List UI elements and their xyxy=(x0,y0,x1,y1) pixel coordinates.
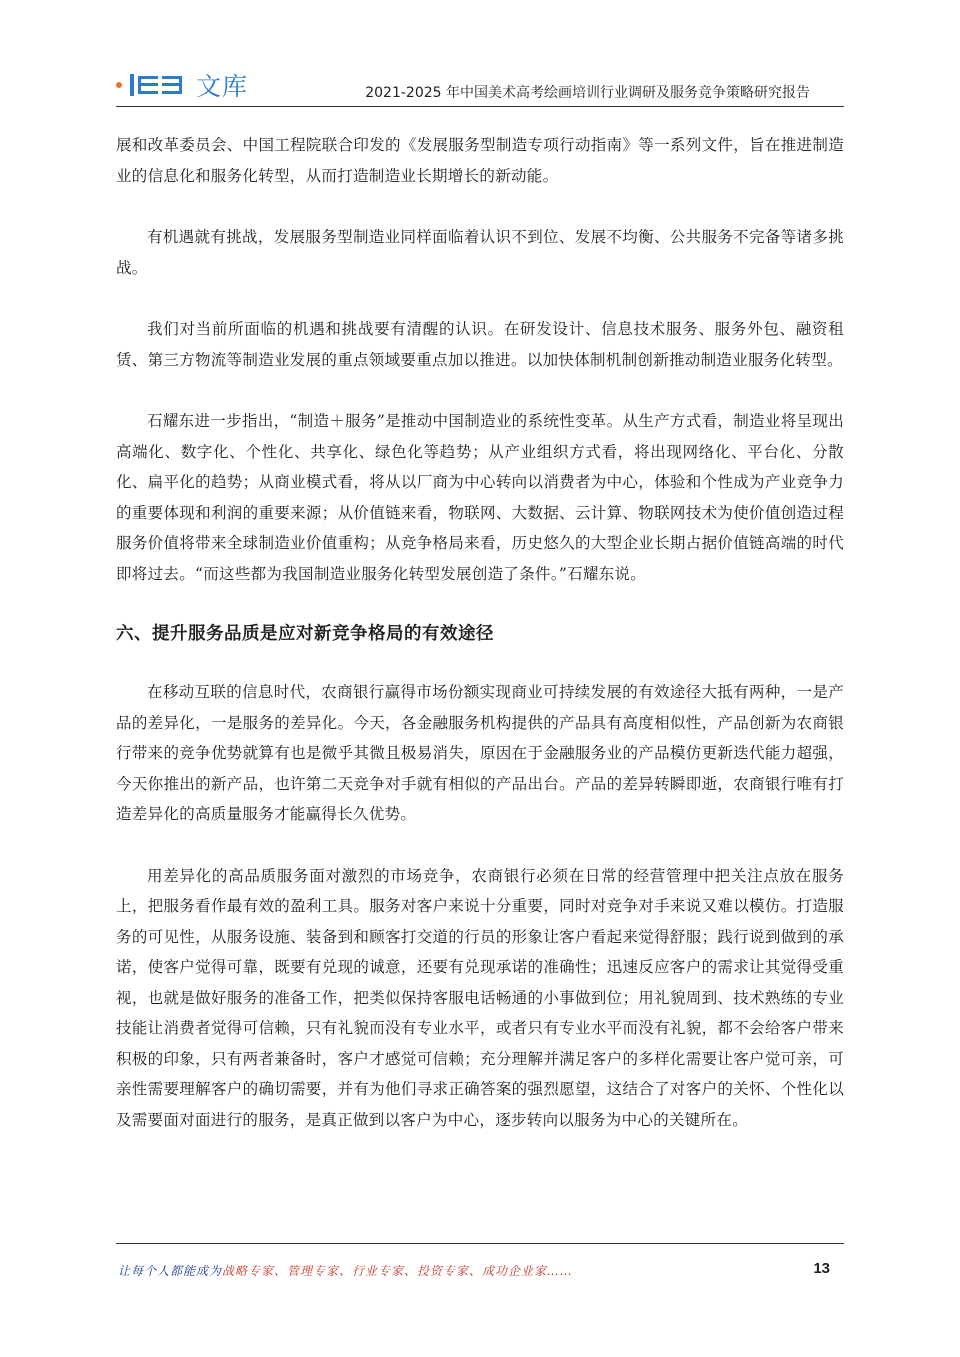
paragraph: 我们对当前所面临的机遇和挑战要有清醒的认识。在研发设计、信息技术服务、服务外包、融资租赁、第三方物流等制造业发展的重点领域要重点加以推进。以加快体制机制创新推动制造业服务化转型。 xyxy=(116,320,844,369)
logo-mark-icon xyxy=(128,73,186,97)
footer-slogan xyxy=(118,1262,573,1279)
page-header xyxy=(116,66,844,107)
slogan-highlight: 战略专家、管理专家、行业专家、投资专家、成功企业家…… xyxy=(222,1264,574,1278)
paragraph: 有机遇就有挑战，发展服务型制造业同样面临着认识不到位、发展不均衡、公共服务不完备等诸多挑战。 xyxy=(116,228,844,277)
page-footer xyxy=(116,1243,844,1288)
paragraph: 展和改革委员会、中国工程院联合印发的《发展服务型制造专项行动指南》等一系列文件，旨在推进制造业的信息化和服务化转型，从而打造制造业长期增长的新动能。 xyxy=(116,136,844,185)
document-body xyxy=(116,130,844,1166)
slogan-prefix: 让每个人都能成为 xyxy=(118,1264,223,1278)
section-heading: 六、提升服务品质是应对新竞争格局的有效途径 xyxy=(116,624,494,644)
page-number: 13 xyxy=(813,1260,830,1277)
logo-dot xyxy=(116,82,122,88)
paragraph: 在移动互联的信息时代，农商银行赢得市场份额实现商业可持续发展的有效途径大抵有两种，一是产品的差异化，一是服务的差异化。今天，各金融服务机构提供的产品具有高度相似性，产品创新为农商银行带来的竞争优势就算有也是微乎其微且极易消失，原因在于金融服务业的产品模仿更新迭代能力超强，今天你推出的新产品，也许第二天竞争对手就有相似的产品出台。产品的差异转瞬即逝，农商银行唯有打造差异化的高质量服务才能赢得长久优势。 xyxy=(116,683,844,823)
logo-text: 文库 xyxy=(196,72,249,101)
paragraph: 用差异化的高品质服务面对激烈的市场竞争，农商银行必须在日常的经营管理中把关注点放在服务上，把服务看作最有效的盈利工具。服务对客户来说十分重要，同时对竞争对手来说又难以模仿。打造服务的可见性，从服务设施、装备到和顾客打交道的行员的形象让客户看起来觉得舒服；践行说到做到的承诺，使客户觉得可靠，既要有兑现的诚意，还要有兑现承诺的准确性；迅速反应客户的需求让其觉得受重视，也就是做好服务的准备工作，把类似保持客服电话畅通的小事做到位；用礼貌周到、技术熟练的专业技能让消费者觉得可信赖，只有礼貌而没有专业水平，或者只有专业水平而没有礼貌，都不会给客户带来积极的印象，只有两者兼备时，客户才感觉可信赖；充分理解并满足客户的多样化需要让客户觉可亲，可亲性需要理解客户的确切需要，并有为他们寻求正确答案的强烈愿望，这结合了对客户的关怀、个性化以及需要面对面进行的服务，是真正做到以客户为中心，逐步转向以服务为中心的关键所在。 xyxy=(116,866,844,1129)
paragraph: 石耀东进一步指出，“制造＋服务”是推动中国制造业的系统性变革。从生产方式看，制造业将呈现出高端化、数字化、个性化、共享化、绿色化等趋势；从产业组织方式看，将出现网络化、平台化、分散化、扁平化的趋势；从商业模式看，将从以厂商为中心转向以消费者为中心，体验和个性成为产业竞争力的重要体现和利润的重要来源；从价值链来看，物联网、大数据、云计算、物联网技术为使价值创造过程服务价值将带来全球制造业价值重构；从竞争格局来看，历史悠久的大型企业长期占据价值链高端的时代即将过去。“而这些都为我国制造业服务化转型发展创造了条件。”石耀东说。 xyxy=(116,412,844,583)
logo xyxy=(116,68,248,102)
header-title: 2021-2025 年中国美术高考绘画培训行业调研及服务竞争策略研究报告 xyxy=(365,85,810,101)
